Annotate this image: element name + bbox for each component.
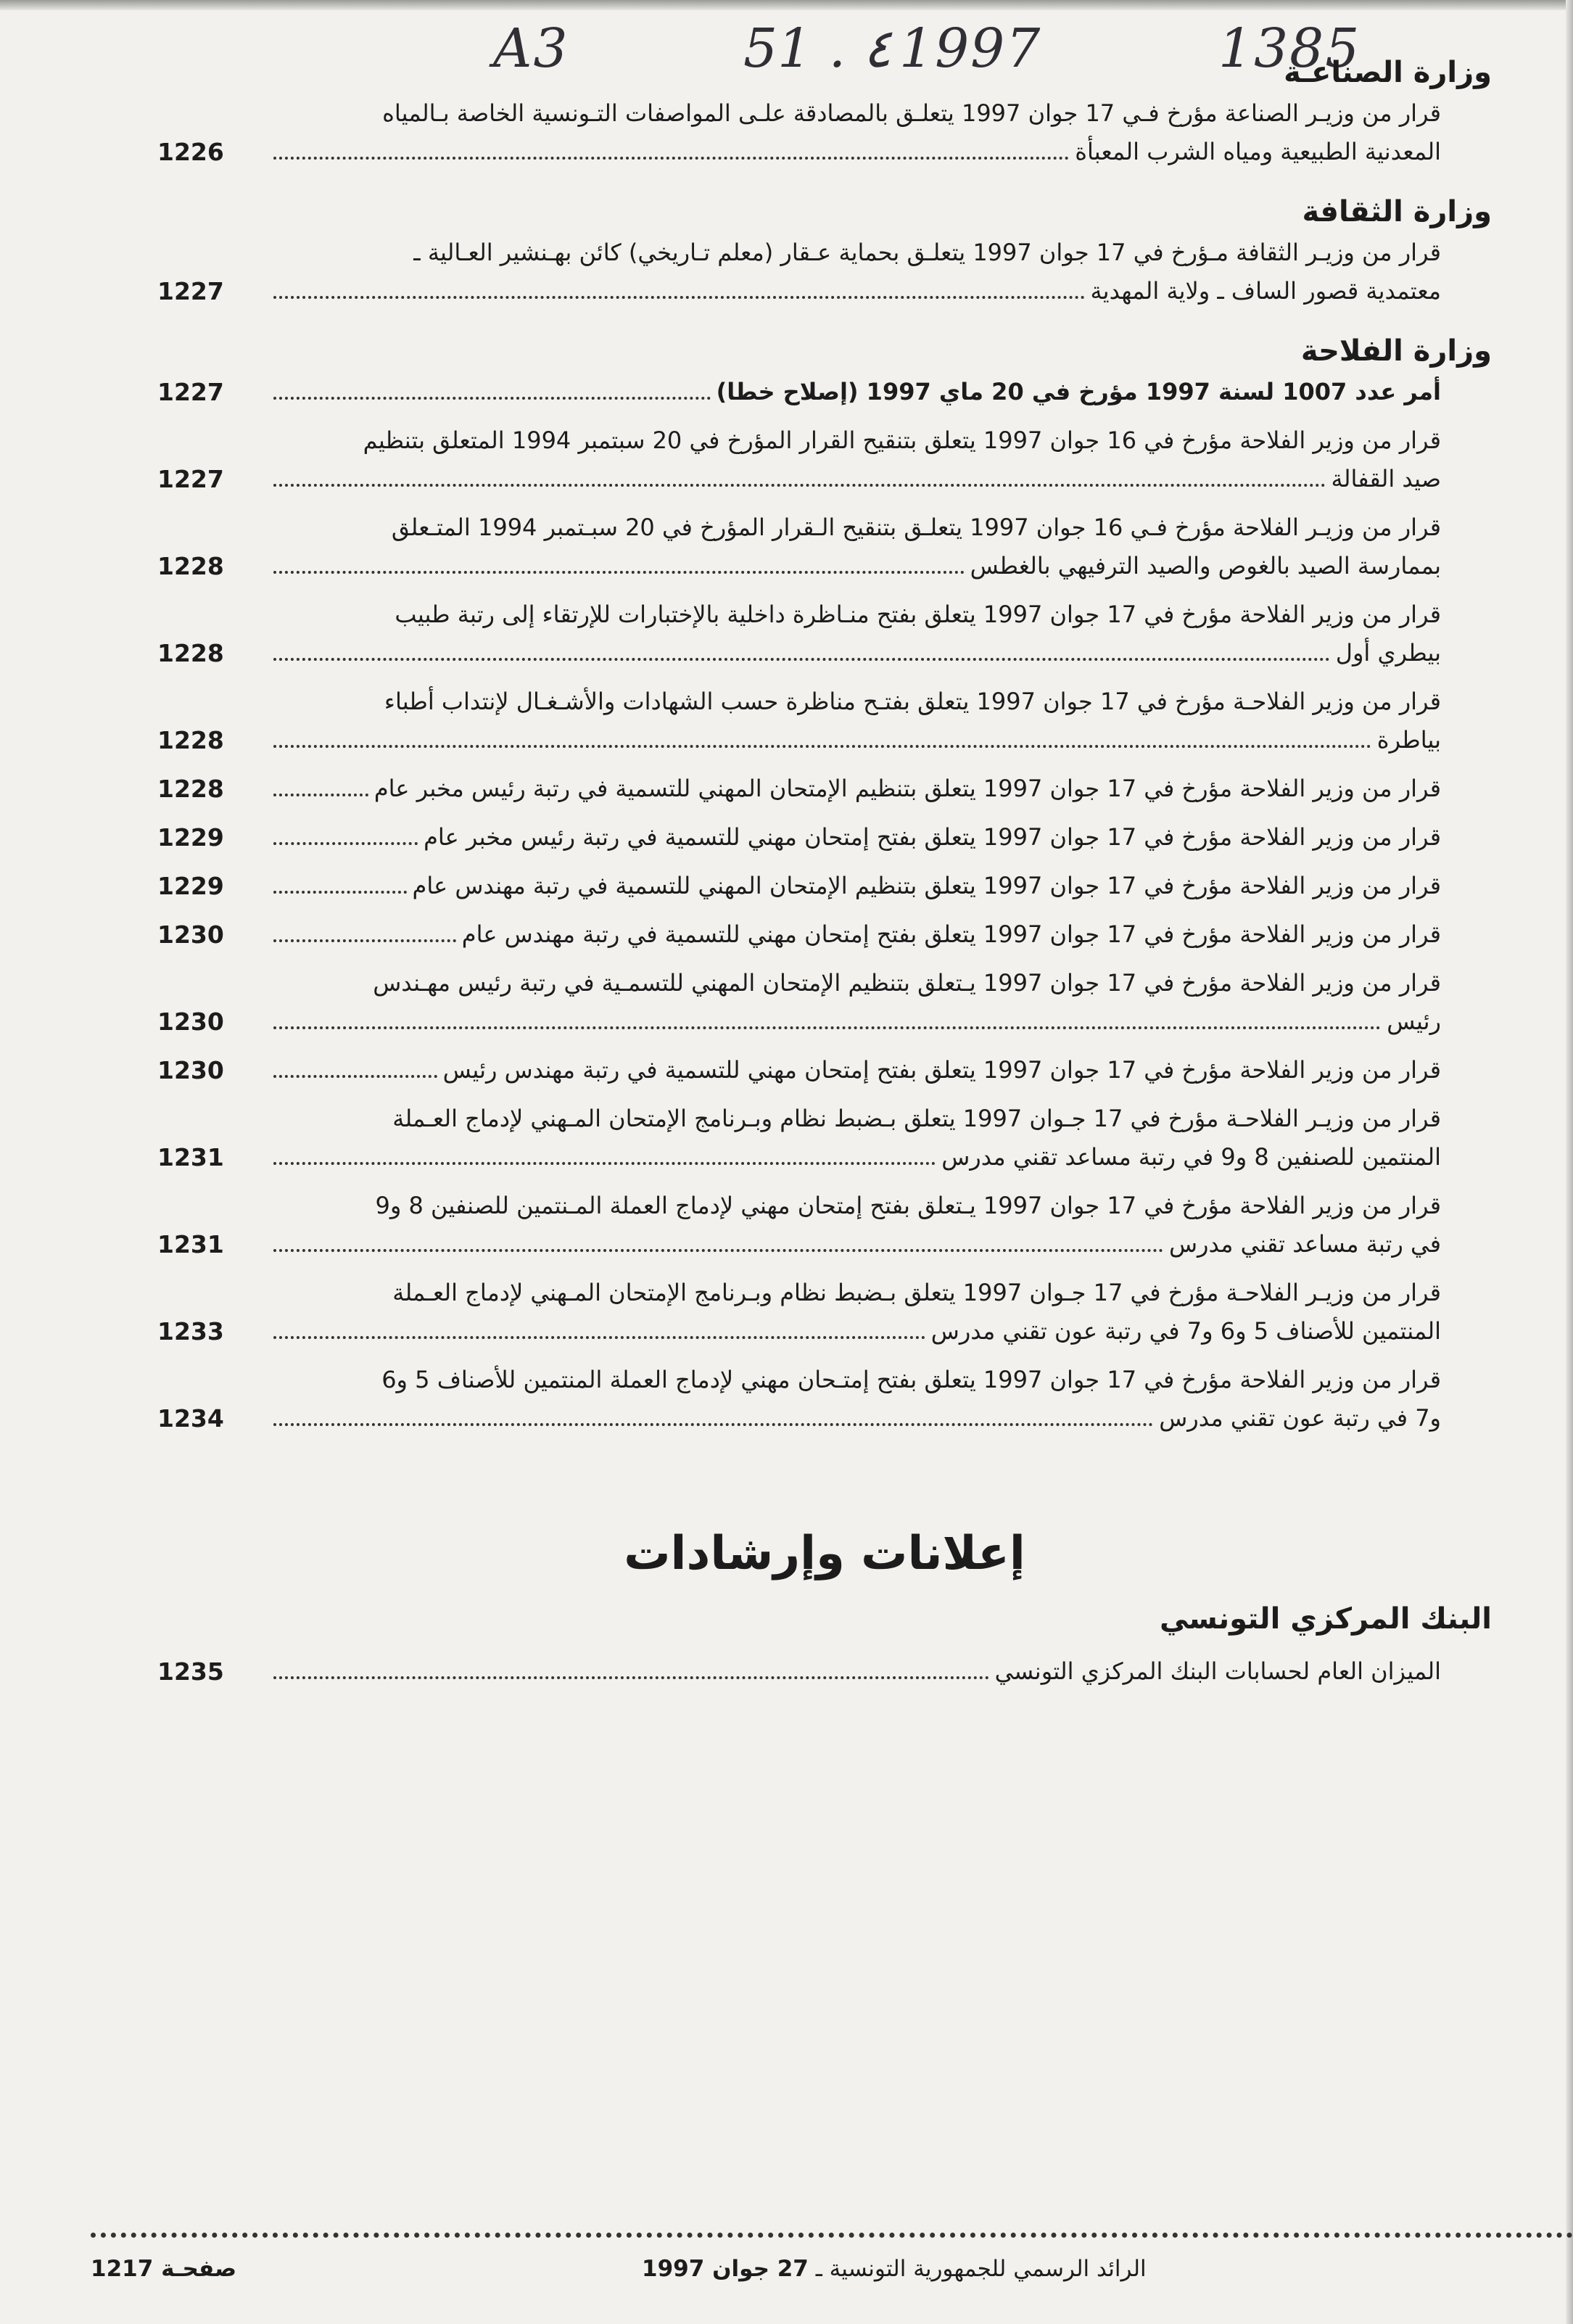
- spacer: [157, 585, 1492, 596]
- entry-text: قرار من وزيـر الفلاحـة مؤرخ في 17 جـوان 1997 يتعلق بـضبط نظام وبـرنامج الإمتحان المـهني لإدماج العـملة: [392, 1105, 1441, 1132]
- entry-text: قرار من وزير الفلاحة مؤرخ في 17 جوان 1997 يـتعلق بتنظيم الإمتحان المهني للتسمـية في رتبة رئيس مهـندس: [373, 969, 1441, 997]
- toc-entry: [157, 421, 1492, 498]
- section-title: وزارة الثقافة: [1302, 195, 1492, 228]
- toc-entry: [157, 373, 1492, 411]
- entry-text: قرار من وزير الفلاحة مؤرخ في 17 جوان 1997 يـتعلق بفتح إمتحان مهني لإدماج العملة المـنتمين للصنفين 8 و9: [375, 1192, 1441, 1219]
- entry-text-end: صيد القفالة: [1331, 465, 1441, 493]
- toc-entry: [157, 234, 1492, 310]
- spacer: [157, 672, 1492, 683]
- entry-text-end: بممارسة الصيد بالغوص والصيد الترفيهي بالغطس: [970, 552, 1441, 580]
- entry-page-number: 1231: [157, 1230, 224, 1258]
- section-title: وزارة الصناعـة: [1284, 56, 1492, 89]
- entry-page-number: 1233: [157, 1317, 224, 1346]
- entry-text-end: بياطرة: [1376, 726, 1441, 754]
- dot-leader: [273, 1026, 1381, 1029]
- dot-leader: [273, 744, 1371, 748]
- dot-leader: [273, 295, 1085, 299]
- toc-entry: [157, 94, 1492, 171]
- entry-text-end: أمر عدد 1007 لسنة 1997 مؤرخ في 20 ماي 1997 (إصلاح خطا): [716, 378, 1441, 405]
- dot-leader: [273, 1074, 437, 1078]
- dot-leader: [273, 841, 418, 845]
- entry-text-end: قرار من وزير الفلاحة مؤرخ في 17 جوان 1997 يتعلق بفتح إمتحان مهني للتسمية في رتبة رئيس مخبر عام: [424, 823, 1441, 851]
- footer-journal: [642, 2256, 1147, 2282]
- entry-last-line: [273, 1652, 1441, 1691]
- announcements-subheading: البنك المركزي التونسي: [1159, 1602, 1492, 1636]
- scan-shadow: [1566, 0, 1573, 2324]
- entry-text-end: بيطري أول: [1335, 639, 1441, 667]
- toc-entry: [157, 915, 1492, 954]
- dot-leader: [273, 657, 1330, 661]
- spacer: [157, 171, 1492, 190]
- entry-text: قرار من وزيـر الثقافة مـؤرخ في 17 جوان 1997 يتعلـق بحماية عـقار (معلم تـاريخي) كائن بهـنشير العـالية ـ: [413, 239, 1441, 266]
- spacer: [157, 498, 1492, 508]
- dot-leader: [273, 793, 368, 796]
- entry-text-end: قرار من وزير الفلاحة مؤرخ في 17 جوان 1997 يتعلق بفتح إمتحان مهني للتسمية في رتبة مهندس رئيس: [442, 1056, 1441, 1084]
- spacer: [157, 1590, 1492, 1597]
- toc-entry: [157, 867, 1492, 905]
- spacer: [157, 310, 1492, 329]
- entry-last-line: [273, 1225, 1441, 1264]
- entry-text: قرار من وزير الفلاحـة مؤرخ في 17 جوان 1997 يتعلق بفتـح مناظرة حسب الشهادات والأشـغـال لإنتداب أطباء: [384, 688, 1441, 715]
- toc-entry: [157, 770, 1492, 808]
- entry-last-line: [273, 1051, 1441, 1089]
- spacer: [157, 759, 1492, 770]
- entry-text-end: المعدنية الطبيعية ومياه الشرب المعبأة: [1075, 138, 1441, 165]
- spacer: [157, 411, 1492, 421]
- footer-journal-name: الرائد الرسمي للجمهورية التونسية ـ: [815, 2256, 1147, 2282]
- handwritten-number: 1385: [1218, 17, 1361, 80]
- footer-page-number: صفحـة 1217: [91, 2256, 237, 2282]
- dot-leader: [273, 1422, 1153, 1426]
- announcements-heading: إعلانات وإرشادات: [624, 1527, 1025, 1581]
- entry-last-line: [273, 770, 1441, 808]
- entry-text-end: قرار من وزير الفلاحة مؤرخ في 17 جوان 1997 يتعلق بتنظيم الإمتحان المهني للتسمية في رتبة مهندس عام: [412, 872, 1441, 899]
- spacer: [157, 857, 1492, 867]
- entry-last-line: [273, 373, 1441, 411]
- dot-leader: [273, 396, 711, 400]
- entry-text-end: رئيس: [1387, 1008, 1441, 1035]
- entry-page-number: 1228: [157, 639, 224, 667]
- spacer: [157, 1177, 1492, 1187]
- toc-entry: [157, 596, 1492, 672]
- entry-last-line: [273, 634, 1441, 672]
- toc-entry: [157, 508, 1492, 585]
- dot-leader: [273, 570, 965, 574]
- entry-last-line: [273, 272, 1441, 310]
- footer-date: 27 جوان 1997: [642, 2256, 809, 2282]
- entry-last-line: [273, 1399, 1441, 1438]
- entry-text-end: المنتمين للأصناف 5 و6 و7 في رتبة عون تقني مدرس: [930, 1317, 1441, 1345]
- entry-last-line: [273, 867, 1441, 905]
- dot-leader: [273, 1248, 1163, 1252]
- dot-leader: [273, 1335, 925, 1339]
- toc-entry: [157, 1652, 1492, 1691]
- entry-last-line: [273, 721, 1441, 759]
- toc-entry: [157, 1361, 1492, 1438]
- entry-page-number: 1226: [157, 138, 224, 166]
- entry-last-line: [273, 818, 1441, 857]
- entry-text-end: و7 في رتبة عون تقني مدرس: [1159, 1404, 1441, 1432]
- dot-leader: [273, 939, 456, 942]
- dot-leader: [273, 156, 1069, 160]
- entry-text-end: في رتبة مساعد تقني مدرس: [1168, 1230, 1441, 1258]
- entry-page-number: 1230: [157, 920, 224, 949]
- entry-page-number: 1235: [157, 1657, 224, 1686]
- dot-leader: [273, 483, 1326, 487]
- entry-page-number: 1230: [157, 1008, 224, 1036]
- spacer: [157, 905, 1492, 915]
- entry-text: قرار من وزيـر الفلاحـة مؤرخ في 17 جـوان 1997 يتعلق بـضبط نظام وبـرنامج الإمتحان المـهني لإدماج العـملة: [392, 1279, 1441, 1306]
- dot-leader: [273, 890, 407, 894]
- entry-page-number: 1230: [157, 1056, 224, 1084]
- handwritten-year: 1997: [899, 17, 1042, 80]
- handwritten-issue: 51 . ٤: [743, 17, 892, 80]
- entry-page-number: 1227: [157, 378, 224, 406]
- entry-text-end: معتمدية قصور الساف ـ ولاية المهدية: [1090, 277, 1441, 305]
- entry-last-line: [273, 460, 1441, 498]
- entry-last-line: [273, 547, 1441, 585]
- toc-entry: [157, 818, 1492, 857]
- toc-entry: [157, 964, 1492, 1041]
- entry-text-end: المنتمين للصنفين 8 و9 في رتبة مساعد تقني مدرس: [941, 1143, 1441, 1171]
- entry-page-number: 1227: [157, 277, 224, 305]
- toc-entry: [157, 1187, 1492, 1264]
- spacer: [157, 954, 1492, 964]
- toc-entry: [157, 1274, 1492, 1351]
- entry-last-line: [273, 1002, 1441, 1041]
- entry-page-number: 1229: [157, 823, 224, 852]
- entry-page-number: 1228: [157, 775, 224, 803]
- page-footer: [91, 2256, 1425, 2299]
- entry-text: قرار من وزير الفلاحة مؤرخ في 17 جوان 1997 يتعلق بفتح إمتـحان مهني لإدماج العملة المنتمين للأصناف 5 و6: [381, 1366, 1441, 1393]
- handwritten-code: A3: [493, 17, 569, 80]
- section-title: وزارة الفلاحة: [1300, 334, 1492, 368]
- entry-text-end: الميزان العام لحسابات البنك المركزي التونسي: [994, 1657, 1441, 1685]
- entry-text-end: قرار من وزير الفلاحة مؤرخ في 17 جوان 1997 يتعلق بتنظيم الإمتحان المهني للتسمية في رتبة رئيس مخبر عام: [373, 775, 1441, 802]
- spacer: [157, 808, 1492, 818]
- toc-entry: [157, 683, 1492, 759]
- spacer: [157, 1641, 1492, 1652]
- scan-edge: [0, 0, 1573, 10]
- entry-text: قرار من وزير الفلاحة مؤرخ في 16 جوان 1997 يتعلق بتنقيح القرار المؤرخ في 20 سبتمبر 1994 المتعلق بتنظيم: [363, 427, 1441, 454]
- entry-text: قرار من وزيـر الصناعة مؤرخ فـي 17 جوان 1997 يتعلـق بالمصادقة علـى المواصفات التـونسية الخاصة بـالمياه: [382, 99, 1441, 127]
- entry-page-number: 1228: [157, 552, 224, 580]
- entry-page-number: 1227: [157, 465, 224, 493]
- entry-last-line: [273, 1138, 1441, 1177]
- entry-last-line: [273, 915, 1441, 954]
- table-of-contents: [157, 51, 1492, 1691]
- entry-last-line: [273, 133, 1441, 171]
- entry-page-number: 1234: [157, 1404, 224, 1433]
- entry-page-number: 1231: [157, 1143, 224, 1171]
- footer-divider: [91, 2233, 1573, 2238]
- dot-leader: [273, 1676, 989, 1679]
- spacer: [157, 1089, 1492, 1100]
- entry-page-number: 1228: [157, 726, 224, 754]
- dot-leader: [273, 1161, 936, 1165]
- spacer: [157, 1351, 1492, 1361]
- entry-text: قرار من وزيـر الفلاحة مؤرخ فـي 16 جوان 1997 يتعلـق بتنقيح الـقرار المؤرخ في 20 سبـتمبر 1994 المتـعلق: [391, 514, 1441, 541]
- spacer: [157, 1438, 1492, 1517]
- entry-last-line: [273, 1312, 1441, 1351]
- entry-text-end: قرار من وزير الفلاحة مؤرخ في 17 جوان 1997 يتعلق بفتح إمتحان مهني للتسمية في رتبة مهندس عام: [461, 920, 1441, 948]
- spacer: [157, 1041, 1492, 1051]
- toc-entry: [157, 1100, 1492, 1177]
- entry-page-number: 1229: [157, 872, 224, 900]
- spacer: [157, 1264, 1492, 1274]
- toc-entry: [157, 1051, 1492, 1089]
- entry-text: قرار من وزير الفلاحة مؤرخ في 17 جوان 1997 يتعلق بفتح منـاظرة داخلية بالإختبارات للإرتقاء إلى رتبة طبيب: [395, 601, 1441, 628]
